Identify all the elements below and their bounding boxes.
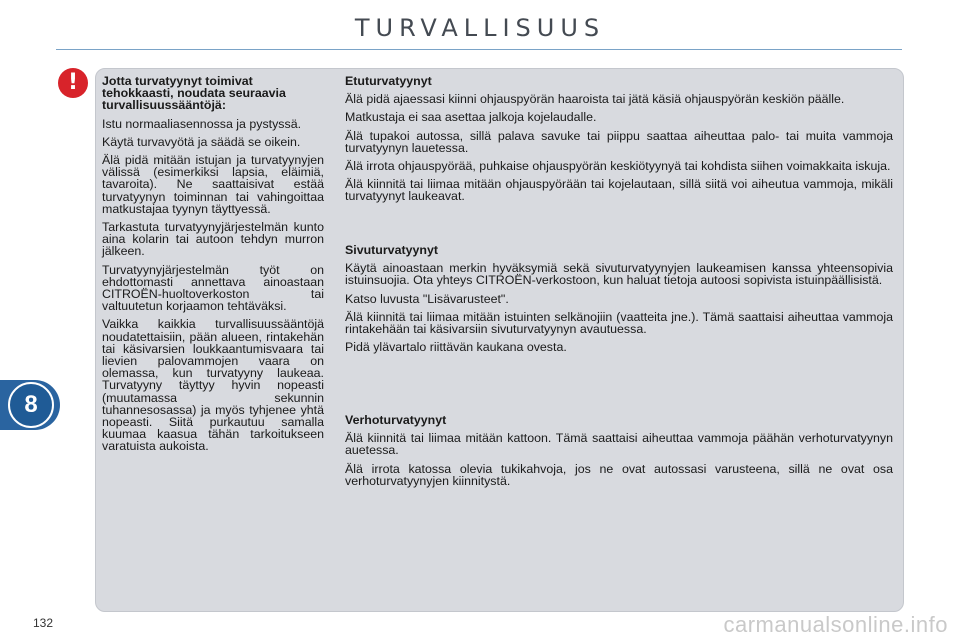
side-airbags-heading: Sivuturvatyynyt	[345, 243, 438, 257]
front-airbags-paragraph: Älä kiinnitä tai liimaa mitään ohjauspyörään tai kojelautaan, sillä siitä voi aiheutua vammoja, mikäli turvatyynyt laukeavat.	[345, 177, 893, 204]
safety-rule-paragraph: Vaikka kaikkia turvallisuussääntöjä noudatettaisiin, pään alueen, rintakehän tai käsivarsien loukkaantumisvaara tai lievien palovammojen vaara on olemassa, kun turvatyyny laukeaa. Turvatyyny täyttyy hyvin nopeasti (muutamassa sekunnin tuhannesosassa) ja myös tyhjenee yhtä nopeasti. Siitä purkautuu samalla kuumaa kaasua tähän tarkoitukseen varatuista aukoista.	[102, 317, 324, 454]
safety-rules-column	[102, 75, 324, 459]
safety-rule-paragraph: Käytä turvavyötä ja säädä se oikein.	[102, 134, 301, 149]
front-airbags-paragraph: Älä tupakoi autossa, sillä palava savuke tai piippu saattaa aiheuttaa palo- tai muita vammoja turvatyynyn lauetessa.	[345, 128, 893, 155]
side-airbags-paragraph: Katso luvusta "Lisävarusteet".	[345, 291, 509, 306]
safety-rule-paragraph: Älä pidä mitään istujan ja turvatyynyjen välissä (esimerkiksi lapsia, eläimiä, tavaroita). Ne saattaisivat estää turvatyynyn toiminnan tai vahingoittaa matkustajaa tyynyn täyttyessä.	[102, 153, 324, 216]
side-airbags-paragraph: Käytä ainoastaan merkin hyväksymiä sekä sivuturvatyynyjen laukeamisen kanssa yhteensopivia istuinsuojia. Ota yhteys CITROËN-verkostoon, kun haluat tietoja autoosi sopivista istuinpäällisistä.	[345, 261, 893, 288]
side-airbags-paragraph: Älä kiinnitä tai liimaa mitään istuinten selkänojiin (vaatteita jne.). Tämä saattaisi aiheuttaa vammoja rintakehään tai käsivarsiin sivuturvatyynyn avautuessa.	[345, 309, 893, 337]
safety-rule-paragraph: Turvatyynyjärjestelmän työt on ehdottomasti annettava ainoastaan CITROËN-huoltoverkoston tai valtuutetun korjaamon tehtäväksi.	[102, 262, 324, 314]
front-airbags-heading: Etuturvatyynyt	[345, 74, 432, 88]
front-airbags-section	[345, 75, 893, 209]
front-airbags-paragraph: Älä pidä ajaessasi kiinni ohjauspyörän haaroista tai jätä käsiä ohjauspyörän keskiön päälle.	[345, 92, 845, 107]
curtain-airbags-paragraph: Älä irrota katossa olevia tukikahvoja, jos ne ovat autossasi varusteena, sillä ne ovat osa verhoturvatyynyjen kiinnitystä.	[345, 461, 893, 488]
front-airbags-paragraph: Älä irrota ohjauspyörää, puhkaise ohjauspyörän keskiötyynyä tai kohdista siihen voimakkaita iskuja.	[345, 159, 891, 174]
safety-rules-heading: Jotta turvatyynyt toimivat tehokkaasti, noudata seuraavia turvallisuussääntöjä:	[102, 74, 286, 113]
page-title: TURVALLISUUS	[354, 14, 606, 42]
watermark: carmanualsonline.info	[723, 612, 948, 637]
curtain-airbags-paragraph: Älä kiinnitä tai liimaa mitään kattoon. Tämä saattaisi aiheuttaa vammoja päähän verhoturvatyynyn auetessa.	[345, 431, 893, 458]
safety-rule-paragraph: Istu normaaliasennossa ja pystyssä.	[102, 116, 302, 131]
curtain-airbags-section	[345, 414, 893, 493]
side-airbags-paragraph: Pidä ylävartalo riittävän kaukana ovesta.	[345, 340, 567, 355]
curtain-airbags-heading: Verhoturvatyynyt	[345, 413, 447, 427]
safety-rule-paragraph: Tarkastuta turvatyynyjärjestelmän kunto aina kolarin tai autoon tehdyn murron jälkeen.	[102, 220, 324, 259]
title-divider	[56, 49, 902, 50]
chapter-number-badge: 8	[8, 382, 54, 428]
warning-exclamation-icon: !	[58, 68, 88, 98]
side-airbags-section	[345, 244, 893, 359]
page-number: 132	[33, 616, 54, 630]
front-airbags-paragraph: Matkustaja ei saa asettaa jalkoja kojelaudalle.	[345, 110, 597, 125]
